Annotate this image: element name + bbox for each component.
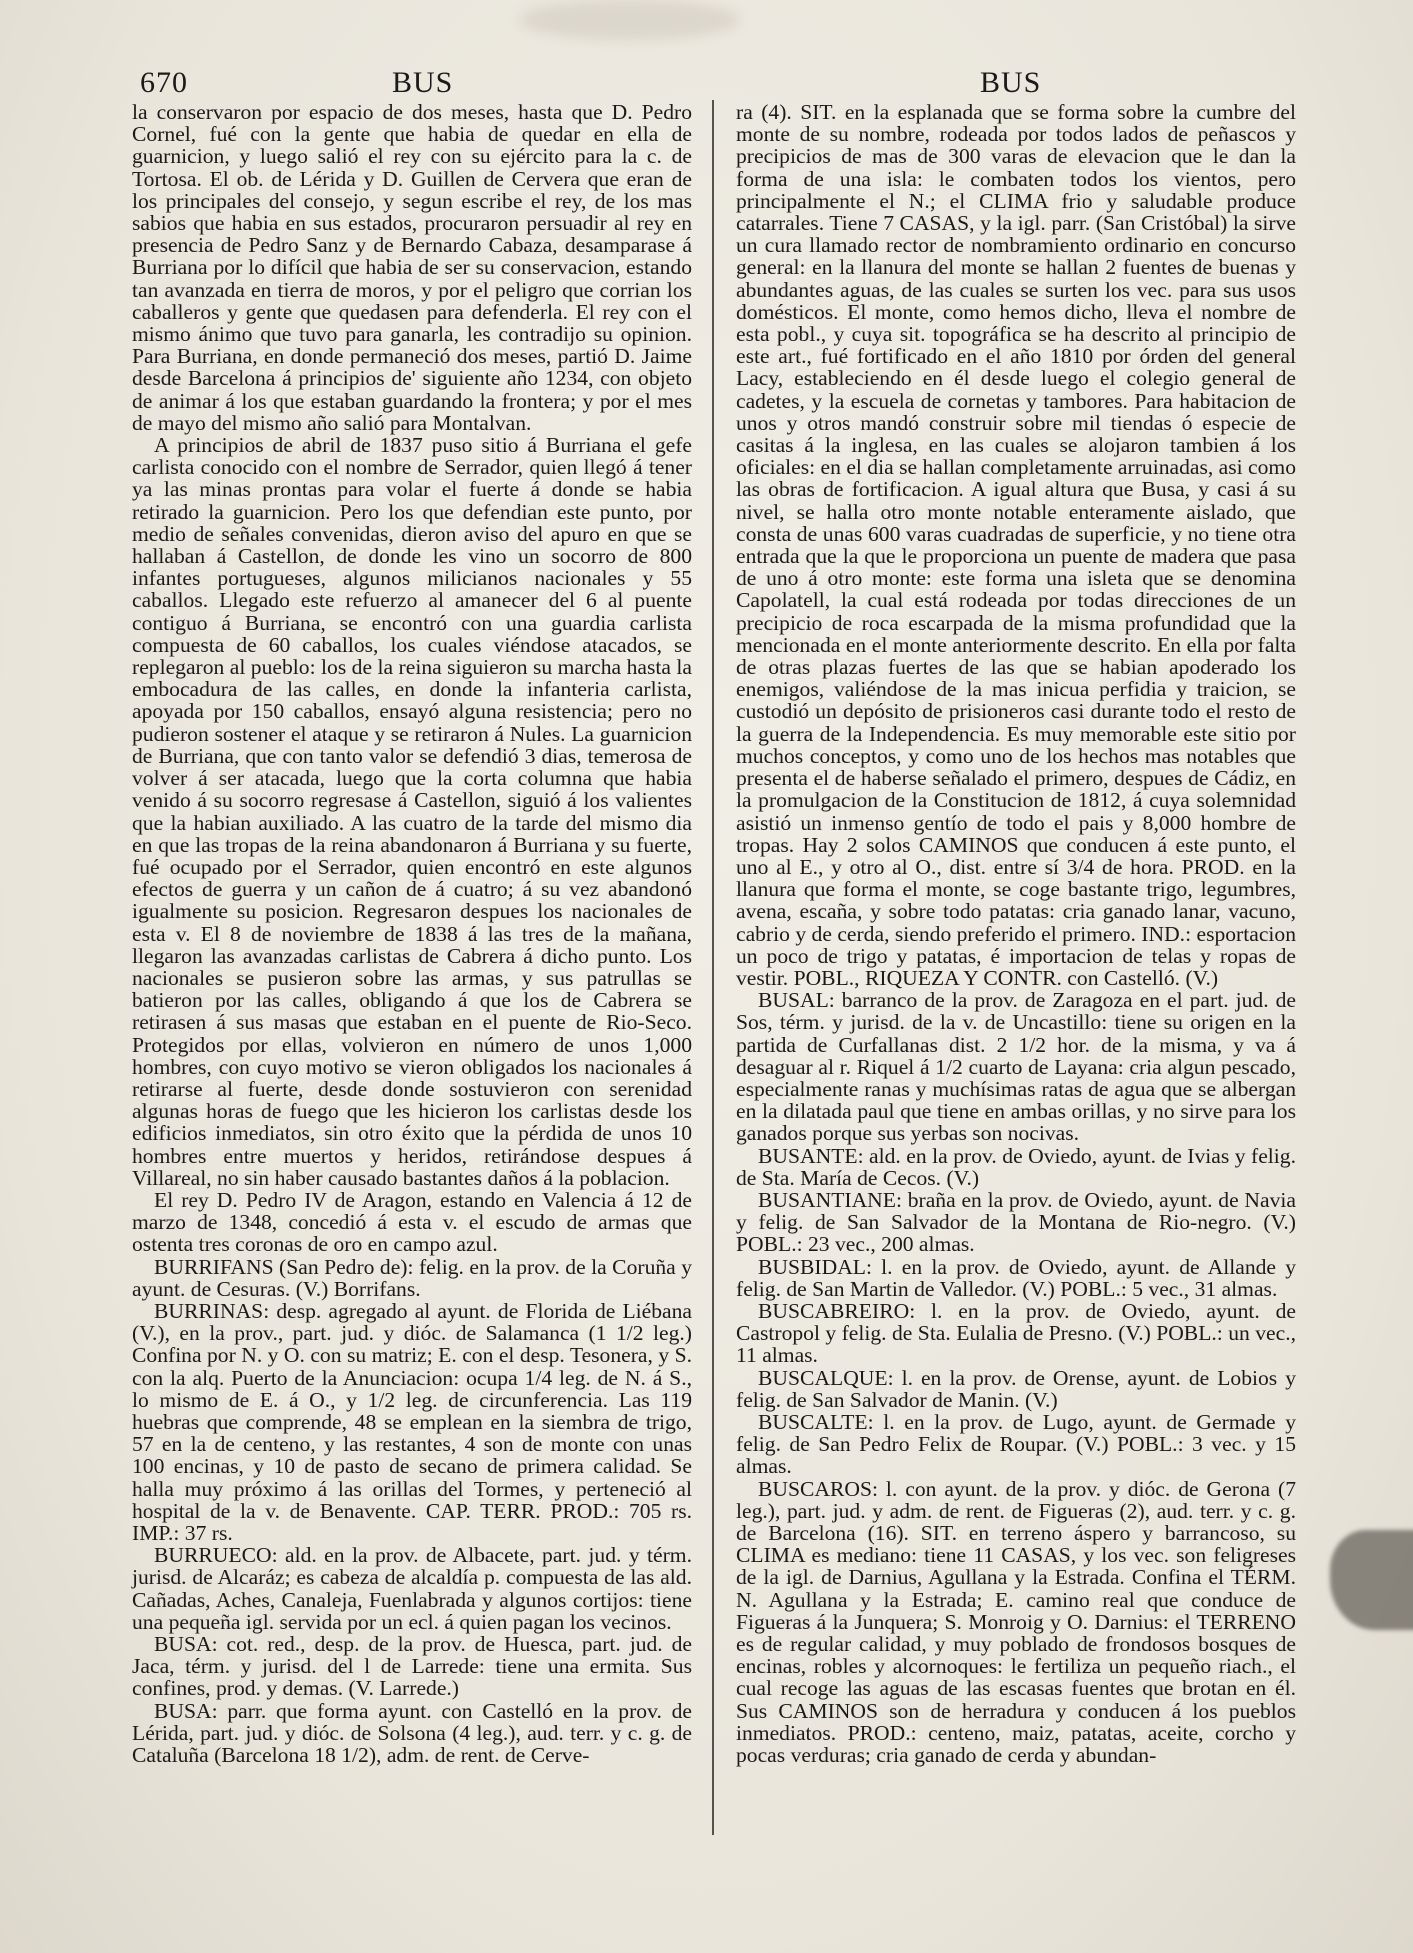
left-column bbox=[132, 101, 692, 1766]
entry-buscalte: BUSCALTE: l. en la prov. de Lugo, ayunt. de Germade y felig. de San Pedro Felix de Roupar. (V.) POBL.: 3 vec. y 15 almas. bbox=[736, 1409, 1296, 1479]
entry-busbidal: BUSBIDAL: l. en la prov. de Oviedo, ayunt. de Allande y felig. de San Martin de Valledor. (V.) POBL.: 5 vec., 31 almas. bbox=[736, 1254, 1296, 1301]
entry-buscalque: BUSCALQUE: l. en la prov. de Orense, ayunt. de Lobios y felig. de San Salvador de Manin. (V.) bbox=[736, 1365, 1296, 1412]
running-headword-right: BUS bbox=[980, 66, 1042, 99]
running-headword-left: BUS bbox=[392, 66, 454, 99]
entry-busal: BUSAL: barranco de la prov. de Zaragoza en el part. jud. de Sos, térm. y jurisd. de la v. de Uncastillo: tiene su origen en la partida de Curfallanas dist. 2 1/2 hor. de la misma, y va á desaguar al r. Riquel á 1/2 cuarto de Layana: cria algun pescado, especialmente ranas y muchísimas ratas de agua que se albergan en la dilatada paul que tiene en ambas orillas, y no sirve para los ganados porque sus yerbas son nocivas. bbox=[736, 988, 1296, 1146]
entry-burrueco: BURRUECO: ald. en la prov. de Albacete, part. jud. y térm. jurisd. de Alcaráz; es cabeza de alcaldía p. compuesta de las ald. Cañadas, Aches, Canaleja, Fuenlabrada y algunos cortijos: tiene una pequeña igl. servida por un ecl. á quien pagan los vecinos. bbox=[132, 1543, 692, 1634]
entry-buscaros: BUSCAROS: l. con ayunt. de la prov. y dióc. de Gerona (7 leg.), part. jud. y adm. de rent. de Figueras (2), aud. terr. y c. g. de Barcelona (16). SIT. en terreno áspero y barrancoso, su CLIMA es mediano: tiene 11 CASAS, y los vec. son feligreses de la igl. de Darnius, Agullana y la Estrada. Confina el TÉRM. N. Agullana y la Estrada; E. camino real que conduce de Figueras á la Junquera; S. Monroig y O. Darnius: el TERRENO es de regular calidad, y muy poblado de frondosos bosques de encinas, robles y alcornoques: le fertiliza un pequeño riach., el cual recoge las aguas de las escasas fuentes que brotan en él. Sus CAMINOS son de herradura y conducen á los pueblos inmediatos. PROD.: centeno, maiz, patatas, aceite, corcho y pocas verduras; cria ganado de cerda y abundan- bbox=[736, 1476, 1296, 1768]
entry-burrifans: BURRIFANS (San Pedro de): felig. en la prov. de la Coruña y ayunt. de Cesuras. (V.) Borrifans. bbox=[132, 1254, 692, 1301]
entry-busa-cot: BUSA: cot. red., desp. de la prov. de Huesca, part. jud. de Jaca, térm. y jurisd. del l de Larrede: tiene una ermita. Sus confines, prod. y demas. (V. Larrede.) bbox=[132, 1632, 692, 1701]
paragraph: ra (4). SIT. en la esplanada que se forma sobre la cumbre del monte de su nombre, rodeada por todos lados de peñascos y precipicios de mas de 300 varas de elevacion que le dan la forma de una isla: le combaten todos los vientos, pero principalmente el N.; el CLIMA frio y saludable produce catarrales. Tiene 7 CASAS, y la igl. parr. (San Cristóbal) la sirve un cura llamado rector de nombramiento ordinario en concurso general: en la llanura del monte se hallan 2 fuentes de buenas y abundantes aguas, de las cuales se surten los vec. para sus usos domésticos. El monte, como hemos dicho, lleva el nombre de esta pobl., y cuya sit. topográfica se ha descrito al principio de este art., fué fortificado en el año 1810 por órden del general Lacy, estableciendo en él desde luego el colegio general de cadetes, y la escuela de cornetas y tambores. Para habitacion de unos y otros mandó construir sobre mil tiendas ó especie de casitas á la inglesa, en las cuales se alojaron tambien á los oficiales: en el dia se hallan completamente arruinadas, asi como las obras de fortificacion. A igual altura que Busa, y casi á su nivel, se halla otro monte notable enteramente aislado, que consta de unas 600 varas cuadradas de superficie, y no tiene otra entrada que la que le proporciona un puente de madera que pasa de uno á otro monte: este forma una isleta que se denomina Capolatell, la cual está rodeada por todas direcciones de un precipicio de roca escarpada de la misma profundidad que la mencionada en el monte anteriormente descrito. En ella por falta de otras plazas fuertes de las que se habian apoderado los enemigos, valiéndose de la mas inicua perfidia y traicion, se custodió un depósito de prisioneros casi durante todo el resto de la guerra de la Independencia. Es muy memorable este sitio por muchos conceptos, y como uno de los hechos mas notables que presenta el de haberse señalado el primero, despues de Cádiz, en la promulgacion de la Constitucion de 1812, á cuya solemnidad asistió un inmenso gentío de todo el pais y 8,000 hombre de tropas. Hay 2 solos CAMINOS que conducen á este punto, el uno al E., y otro al O., dist. entre sí 3/4 de hora. PROD. en la llanura que forma el monte, se coge bastante trigo, legumbres, avena, escaña, y sobre todo patatas: cria ganado lanar, vacuno, cabrio y de cerda, siendo preferido el primero. IND.: esportacion un poco de trigo y patatas, é importacion de telas y ropas de vestir. POBL., RIQUEZA Y CONTR. con Castelló. (V.) bbox=[736, 100, 1297, 990]
entry-buscabreiro: BUSCABREIRO: l. en la prov. de Oviedo, ayunt. de Castropol y felig. de Sta. Eulalia de Presno. (V.) POBL.: un vec., 11 almas. bbox=[736, 1298, 1296, 1368]
entry-busante: BUSANTE: ald. en la prov. de Oviedo, ayunt. de Ivias y felig. de Sta. María de Cecos. (V.) bbox=[736, 1143, 1296, 1190]
entry-burrinas: BURRINAS: desp. agregado al ayunt. de Florida de Liébana (V.), en la prov., part. jud. y dióc. de Salamanca (1 1/2 leg.) Confina por N. y O. con su matriz; E. con el desp. Tesonera, y S. con la alq. Puerto de la Anunciacion: ocupa 1/4 leg. de N. á S., lo mismo de E. á O., y 1/2 leg. de circunferencia. Las 119 huebras que comprende, 48 se emplean en la siembra de trigo, 57 en la de centeno, y las restantes, 4 son de monte con unas 100 encinas, y 10 de pasto de secano de primera calidad. Se halla muy próximo á las orillas del Tormes, y perteneció al hospital de la v. de Benavente. CAP. TERR. PROD.: 705 rs. IMP.: 37 rs. bbox=[132, 1298, 692, 1545]
column-divider bbox=[712, 100, 714, 1835]
paper-stain bbox=[520, 0, 740, 40]
entry-busa-parr: BUSA: parr. que forma ayunt. con Castelló en la prov. de Lérida, part. jud. y dióc. de Solsona (4 leg.), aud. terr. y c. g. de Cataluña (Barcelona 18 1/2), adm. de rent. de Cerve- bbox=[132, 1698, 692, 1768]
paragraph: la conservaron por espacio de dos meses, hasta que D. Pedro Cornel, fué con la gente que habia de quedar en ella de guarnicion, y luego salió el rey con su ejército para la c. de Tortosa. El ob. de Lérida y D. Guillen de Cervera que eran de los principales del consejo, y segun escribe el rey, de los mas sabios que habia en sus estados, procuraron persuadir al rey en presencia de Pedro Sanz y de Bernardo Cabaza, desamparase á Burriana por lo difícil que habia de ser su conservacion, estando tan avanzada en tierra de moros, y por el peligro que corrian los caballeros y gente que quedasen para defenderla. El rey con el mismo ánimo que tuvo para ganarla, les contradijo su opinion. Para Burriana, en donde permaneció dos meses, partió D. Jaime desde Barcelona á principios de' siguiente año 1234, con objeto de animar á los que estaban guardando la frontera; y por el mes de mayo del mismo año salió para Montalvan. bbox=[132, 100, 692, 435]
paragraph: El rey D. Pedro IV de Aragon, estando en Valencia á 12 de marzo de 1348, concedió á esta v. el escudo de armas que ostenta tres coronas de oro en campo azul. bbox=[132, 1187, 692, 1257]
page-number: 670 bbox=[140, 66, 188, 99]
paper-stain bbox=[1330, 1530, 1413, 1630]
paragraph: A principios de abril de 1837 puso sitio á Burriana el gefe carlista conocido con el nombre de Serrador, quien llegó á tener ya las minas prontas para volar el fuerte á donde se habia retirado la guarnicion. Pero los que defendian este punto, por medio de señales convenidas, dieron aviso del apuro en que se hallaban á Castellon, de donde les vino un socorro de 800 infantes portugueses, algunos milicianos nacionales y 55 caballos. Llegado este refuerzo al amanecer del 6 al puente contiguo á Burriana, se encontró con una guardia carlista compuesta de 60 caballos, los cuales viéndose atacados, se replegaron al pueblo: los de la reina siguieron su marcha hasta la embocadura de las calles, en donde la infanteria carlista, apoyada por 150 caballos, ensayó alguna resistencia; pero no pudieron sostener el ataque y se retiraron á Nules. La guarnicion de Burriana, que con tanto valor se defendió 3 dias, temerosa de volver á ser atacada, luego que la corta columna que habia venido á su socorro regresase á Castellon, siguió á los valientes que la habian auxiliado. A las cuatro de la tarde del mismo dia en que las tropas de la reina abandonaron á Burriana y su fuerte, fué ocupado por el Serrador, quien encontró en este algunos efectos de guerra y un cañon de á cuatro; á su vez abandonó igualmente su posicion. Regresaron despues los nacionales de esta v. El 8 de noviembre de 1838 á las tres de la mañana, llegaron las avanzadas carlistas de Cabrera á dicho punto. Los nacionales se pusieron sobre las armas, y sus patrullas se batieron por las calles, obligando á que los de Cabrera se retirasen á sus masas que estaban en el puente de Rio-Seco. Protegidos por ellas, volvieron en número de unos 1,000 hombres, con cuyo motivo se vieron obligados los nacionales á retirarse al fuerte, desde donde sostuvieron con serenidad algunas horas de fuego que les hicieron los carlistas desde los edificios inmediatos, sin otro éxito que la pérdida de unos 10 hombres entre muertos y heridos, retirándose despues á Villareal, no sin haber causado bastantes daños á la poblacion. bbox=[132, 433, 692, 1190]
right-column bbox=[736, 101, 1296, 1766]
entry-busantiane: BUSANTIANE: braña en la prov. de Oviedo, ayunt. de Navia y felig. de San Salvador de la Montana de Rio-negro. (V.) POBL.: 23 vec., 200 almas. bbox=[736, 1187, 1296, 1257]
